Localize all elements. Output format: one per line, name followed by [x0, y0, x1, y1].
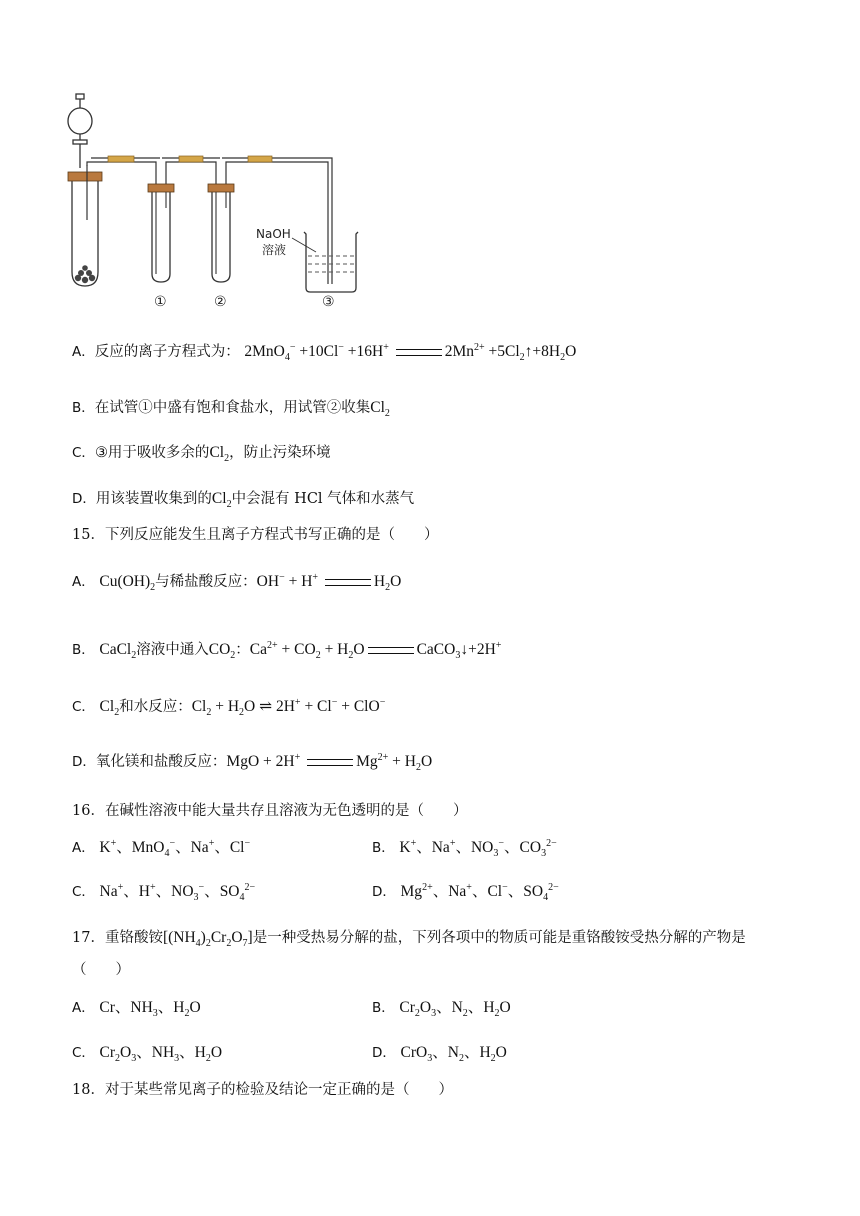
- product-list: $Cr_2O_3$、$NH_3$、$H_2O$: [99, 1044, 223, 1065]
- ionic-equation: MgO + 2H+ $Mg^{2+} + H_2O$: [226, 751, 433, 774]
- q17-option-c[interactable]: [72, 1043, 222, 1063]
- ionic-equation: OH− + H+ $H_2O$: [256, 571, 402, 594]
- q17-stem: 17．重铬酸铵$[(NH_4)_2Cr_2O_7]$是一种受热易分解的盐，下列各项中的物质可能是重铬酸铵受热分解的产物是: [72, 929, 746, 950]
- option-text: 在试管①中盛有饱和食盐水，用试管②收集: [94, 400, 371, 416]
- q15-stem: 15．下列反应能发生且离子方程式书写正确的是（ ）: [72, 527, 439, 543]
- option-label: B．: [372, 840, 395, 856]
- test-tube-1: [148, 184, 174, 282]
- solution-label: 溶液: [262, 243, 287, 257]
- separatory-funnel: [68, 94, 92, 168]
- option-label: C．: [72, 884, 95, 900]
- ion-list: $Mg^{2+}$、Na+、Cl−、$SO_4^{2-}$: [400, 881, 559, 904]
- option-label: A．: [72, 574, 95, 590]
- option-text: ：: [235, 642, 250, 658]
- beaker: [292, 232, 358, 292]
- option-label: B．: [372, 1000, 395, 1016]
- naoh-label: NaOH: [256, 227, 291, 241]
- q15-option-d[interactable]: [72, 752, 432, 772]
- option-text: ，防止污染环境: [229, 445, 331, 461]
- ion-list: K+、Na+、$NO_3^-$、$CO_3^{2-}$: [399, 837, 557, 860]
- beaker-label: ③: [322, 294, 335, 310]
- product-list: $Cr_2O_3$、$N_2$、$H_2O$: [399, 999, 511, 1020]
- q17-option-b[interactable]: [372, 998, 511, 1018]
- tube2-label: ②: [214, 294, 227, 310]
- formula: CaCl$_2$: [99, 641, 137, 662]
- q18-stem: 18．对于某些常见离子的检验及结论一定正确的是（ ）: [72, 1082, 453, 1098]
- q16-option-a[interactable]: [72, 838, 250, 858]
- option-label: B．: [72, 400, 95, 416]
- formula: $[(NH_4)_2Cr_2O_7]$: [162, 929, 253, 950]
- q17-paren: （ ）: [72, 962, 130, 978]
- option-text: 氧化镁和盐酸反应：: [95, 754, 227, 770]
- q14-option-d[interactable]: [72, 489, 414, 509]
- apparatus-figure: [58, 88, 418, 328]
- formula: $Cl_2$: [211, 490, 232, 511]
- option-label: C．: [72, 1045, 95, 1061]
- rubber-connector-1: [108, 156, 134, 162]
- option-label: D．: [72, 754, 96, 770]
- test-tube-2: [208, 184, 234, 282]
- option-label: B．: [72, 642, 95, 658]
- q14-option-c[interactable]: [72, 443, 331, 463]
- option-label: A．: [72, 344, 95, 360]
- option-label: A．: [72, 840, 95, 856]
- ionic-equation: $Ca^{2+} + CO_2 + H_2O$ CaCO$_3$↓+2H+: [249, 639, 502, 662]
- product-list: Cr、$NH_3$、$H_2O$: [99, 999, 201, 1020]
- rubber-connector-3: [248, 156, 272, 162]
- option-text: 与稀盐酸反应：: [155, 574, 257, 590]
- product-list: CrO$_3$、$N_2$、$H_2O$: [400, 1044, 507, 1065]
- option-text: 用该装置收集到的: [95, 491, 212, 507]
- q15-option-c[interactable]: [72, 697, 385, 717]
- ion-list: Na+、H+、$NO_3^-$、$SO_4^{2-}$: [99, 881, 256, 904]
- option-label: D．: [372, 884, 396, 900]
- q16-option-b[interactable]: [372, 838, 557, 858]
- q14-option-a[interactable]: [72, 342, 576, 362]
- option-text: 溶液中通入: [136, 642, 209, 658]
- reaction-test-tube: [68, 168, 102, 286]
- option-label: A．: [72, 1000, 95, 1016]
- option-label: C．: [72, 445, 95, 461]
- formula: $Cu(OH)_2$: [99, 573, 156, 594]
- formula: $CO_2$: [208, 641, 236, 662]
- formula: $Cl_2$: [370, 399, 390, 420]
- naoh-liquid: [308, 256, 354, 272]
- option-label: C．: [72, 699, 95, 715]
- ionic-equation: 2MnO$_4$− +10Cl− +16H+ $2Mn^{2+}$ $+5Cl_2↑+8H_2O$: [244, 341, 577, 364]
- q16-stem: 16．在碱性溶液中能大量共存且溶液为无色透明的是（ ）: [72, 803, 468, 819]
- option-text: ③用于吸收多余的: [94, 445, 210, 461]
- option-label: D．: [372, 1045, 396, 1061]
- option-text: 和水反应：: [119, 699, 192, 715]
- rubber-connector-2: [179, 156, 203, 162]
- q15-option-a[interactable]: [72, 572, 401, 592]
- ionic-equation: $Cl_2 + H_2O$ ⇌ 2H+ + Cl− + ClO−: [191, 696, 386, 719]
- solid-reagent: [75, 265, 95, 283]
- q16-option-c[interactable]: [72, 882, 255, 902]
- formula: $Cl_2$: [99, 698, 120, 719]
- option-text: 反应的离子方程式为：: [94, 344, 240, 360]
- tube1-label: ①: [154, 294, 167, 310]
- q16-option-d[interactable]: [372, 882, 559, 902]
- formula: $Cl_2$: [209, 444, 230, 465]
- ion-list: K+、MnO$_4$−、Na+、Cl−: [99, 837, 251, 860]
- q17-option-d[interactable]: [372, 1043, 507, 1063]
- option-text: 中会混有 HCl 气体和水蒸气: [231, 491, 415, 507]
- q17-option-a[interactable]: [72, 998, 201, 1018]
- q14-option-b[interactable]: [72, 398, 390, 418]
- option-label: D．: [72, 491, 96, 507]
- delivery-tubing: [87, 158, 332, 284]
- q15-option-b[interactable]: [72, 640, 501, 660]
